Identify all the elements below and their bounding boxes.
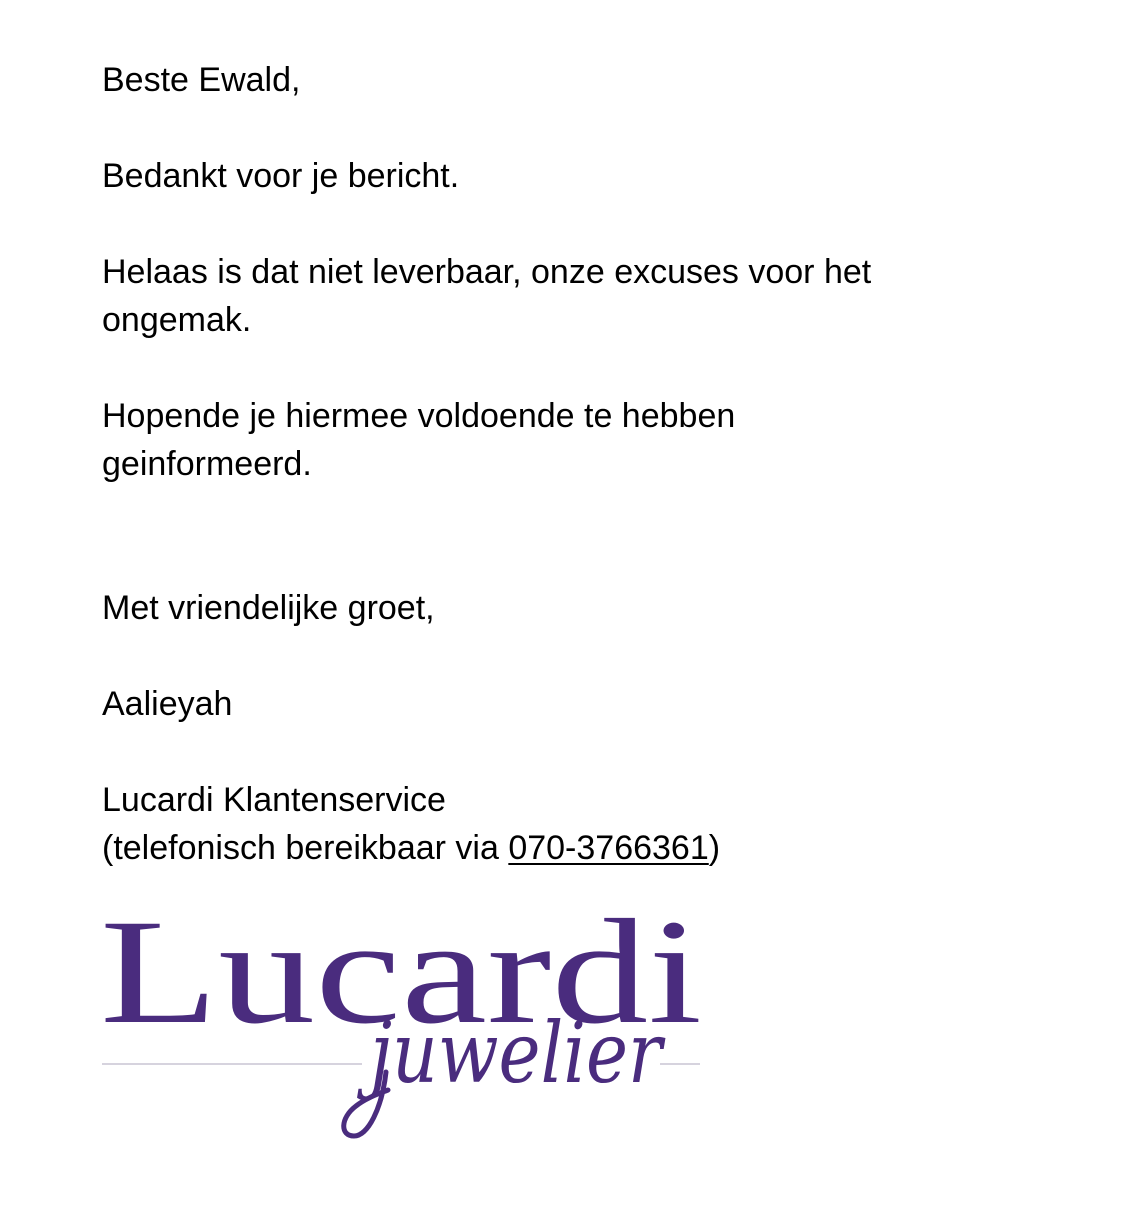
logo-wordmark: Lucardi bbox=[100, 900, 702, 1055]
greeting-line: Beste Ewald, bbox=[102, 61, 301, 99]
hope-line-1: Hopende je hiermee voldoende te hebben bbox=[102, 397, 736, 435]
unavailable-line-2: ongemak. bbox=[102, 301, 252, 339]
phone-line bbox=[102, 824, 1062, 872]
department-line: Lucardi Klantenservice bbox=[102, 781, 446, 819]
unavailable-line-1: Helaas is dat niet leverbaar, onze excuses voor het bbox=[102, 253, 872, 291]
closing-line: Met vriendelijke groet, bbox=[102, 589, 435, 627]
sender-name: Aalieyah bbox=[102, 685, 233, 723]
lucardi-logo bbox=[100, 900, 710, 1150]
thanks-line: Bedankt voor je bericht. bbox=[102, 157, 460, 195]
hope-line-2: geinformeerd. bbox=[102, 445, 312, 483]
phone-prefix: (telefonisch bereikbaar via bbox=[102, 829, 509, 867]
phone-suffix: ) bbox=[708, 829, 721, 867]
email-body bbox=[102, 56, 1062, 872]
phone-number-link[interactable]: 070-3766361 bbox=[508, 829, 709, 867]
logo-tagline: juwelier bbox=[356, 1004, 667, 1102]
